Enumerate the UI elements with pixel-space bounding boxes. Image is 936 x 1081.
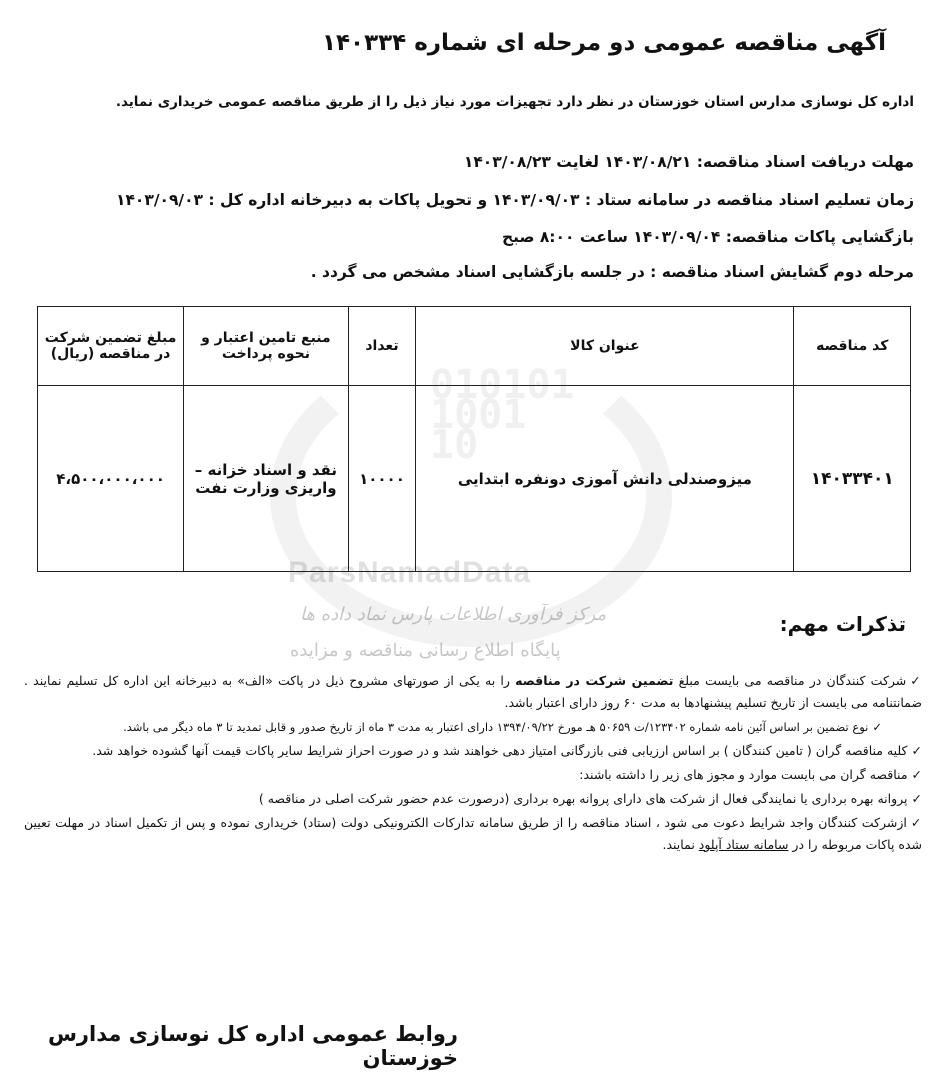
note-invitation-text-c: نمایند.: [662, 837, 699, 852]
check-icon: ✓: [911, 767, 922, 782]
note-guarantee-type-text: نوع تضمین بر اساس آئین نامه شماره ۱۲۳۴۰۲/ت ۵۰۶۵۹ هـ مورخ ۱۳۹۴/۰۹/۲۲ دارای اعتبار به مدت ۳ ماه از تاریخ صدور و قابل تمدید تا ۳ ماه دیگر می باشد.: [123, 720, 869, 734]
notice-title: آگهی مناقصه عمومی دو مرحله ای شماره ۱۴۰۳۳۴: [321, 30, 886, 56]
check-icon: ✓: [911, 791, 922, 806]
header-quantity: تعداد: [348, 307, 416, 386]
cell-quantity: ۱۰۰۰۰: [348, 386, 416, 572]
watermark-brand: ParsNamadData: [288, 556, 532, 589]
note-invitation-text-a: ازشرکت کنندگان واجد شرایط دعوت می شود ، اسناد مناقصه را از طریق سامانه تدارکات الکترونیکی دولت (ستاد) خریداری نموده و پس از تکمیل اسناد در مهلت تعیین شده پاکات مربوطه را در: [24, 815, 922, 852]
note-setad-upload: سامانه ستاد آپلود: [698, 837, 789, 852]
cell-funding-source: نقد و اسناد خزانه – واریزی وزارت نفت: [184, 386, 349, 572]
check-icon: ✓: [910, 815, 922, 830]
note-guarantee-text-a: شرکت کنندگان در مناقصه می بایست مبلغ: [673, 673, 907, 688]
check-icon: ✓: [911, 743, 922, 758]
header-guarantee-amount: مبلغ تضمین شرکت در مناقصه (ریال): [38, 307, 184, 386]
cell-guarantee-amount: ۴،۵۰۰،۰۰۰،۰۰۰: [38, 386, 184, 572]
note-guarantee-type: [24, 716, 922, 738]
footer-signature: روابط عمومی اداره کل نوسازی مدارس خوزستان: [47, 1022, 458, 1070]
table-row: [38, 386, 911, 572]
cell-tender-code: ۱۴۰۳۳۴۰۱: [794, 386, 911, 572]
note-evaluation: [24, 740, 922, 762]
note-requirements: [24, 764, 922, 786]
tender-table: [37, 306, 911, 572]
table-header-row: [38, 307, 911, 386]
info-document-deadline: مهلت دریافت اسناد مناقصه: ۱۴۰۳/۰۸/۲۱ لغایت ۱۴۰۳/۰۸/۲۳: [463, 153, 914, 171]
notes-heading: تذکرات مهم:: [779, 612, 906, 636]
note-requirements-text: مناقصه گران می بایست موارد و مجوز های زیر را داشته باشند:: [579, 767, 908, 782]
header-funding-source: منبع تامین اعتبار و نحوه پرداخت: [184, 307, 349, 386]
watermark-digits: 010101 1001 10: [430, 362, 575, 468]
notice-intro: اداره کل نوسازی مدارس استان خوزستان در نظر دارد تجهیزات مورد نیاز ذیل را از طریق مناقصه عمومی خریداری نماید.: [115, 94, 914, 110]
watermark-line2: پایگاه اطلاع رسانی مناقصه و مزایده: [290, 640, 561, 661]
note-guarantee-text-c: را به یکی از صورتهای مشروح ذیل در پاکت «الف» به دبیرخانه این اداره کل تسلیم نمایند . ضمانتنامه می بایست از تاریخ تسلیم پیشنهادها به مدت ۶۰ روز دارای اعتبار باشد.: [24, 673, 922, 710]
note-guarantee-emphasis: تضمین شرکت در مناقصه: [515, 673, 674, 688]
info-second-stage: مرحله دوم گشایش اسناد مناقصه : در جلسه بازگشایی اسناد مشخص می گردد .: [310, 263, 914, 281]
note-evaluation-text: کلیه مناقصه گران ( تامین کنندگان ) بر اساس ارزیابی فنی بازرگانی امتیاز دهی خواهند شد و در صورت احراز شرایط سایر پاکات قیمت آنها گشوده خواهد شد.: [92, 743, 908, 758]
info-submission-time: زمان تسلیم اسناد مناقصه در سامانه ستاد : ۱۴۰۳/۰۹/۰۳ و تحویل پاکات به دبیرخانه اداره کل : ۱۴۰۳/۰۹/۰۳: [115, 191, 914, 209]
cell-item-title: میزوصندلی دانش آموزی دونفره ابتدایی: [416, 386, 794, 572]
watermark-line1: مرکز فرآوری اطلاعات پارس نماد داده ها: [300, 604, 607, 625]
info-opening-time: بازگشایی پاکات مناقصه: ۱۴۰۳/۰۹/۰۴ ساعت ۸:۰۰ صبح: [501, 228, 914, 246]
notes-list: [24, 670, 922, 858]
note-license-text: پروانه بهره برداری یا نمایندگی فعال از شرکت های دارای پروانه بهره برداری (درصورت عدم حضور شرکت اصلی در مناقصه ): [258, 791, 908, 806]
note-guarantee: [24, 670, 922, 714]
header-tender-code: کد مناقصه: [794, 307, 911, 386]
note-invitation: [24, 812, 922, 856]
header-item-title: عنوان کالا: [416, 307, 794, 386]
check-icon: ✓: [910, 673, 922, 688]
check-icon: ✓: [872, 720, 882, 734]
note-license: [24, 788, 922, 810]
